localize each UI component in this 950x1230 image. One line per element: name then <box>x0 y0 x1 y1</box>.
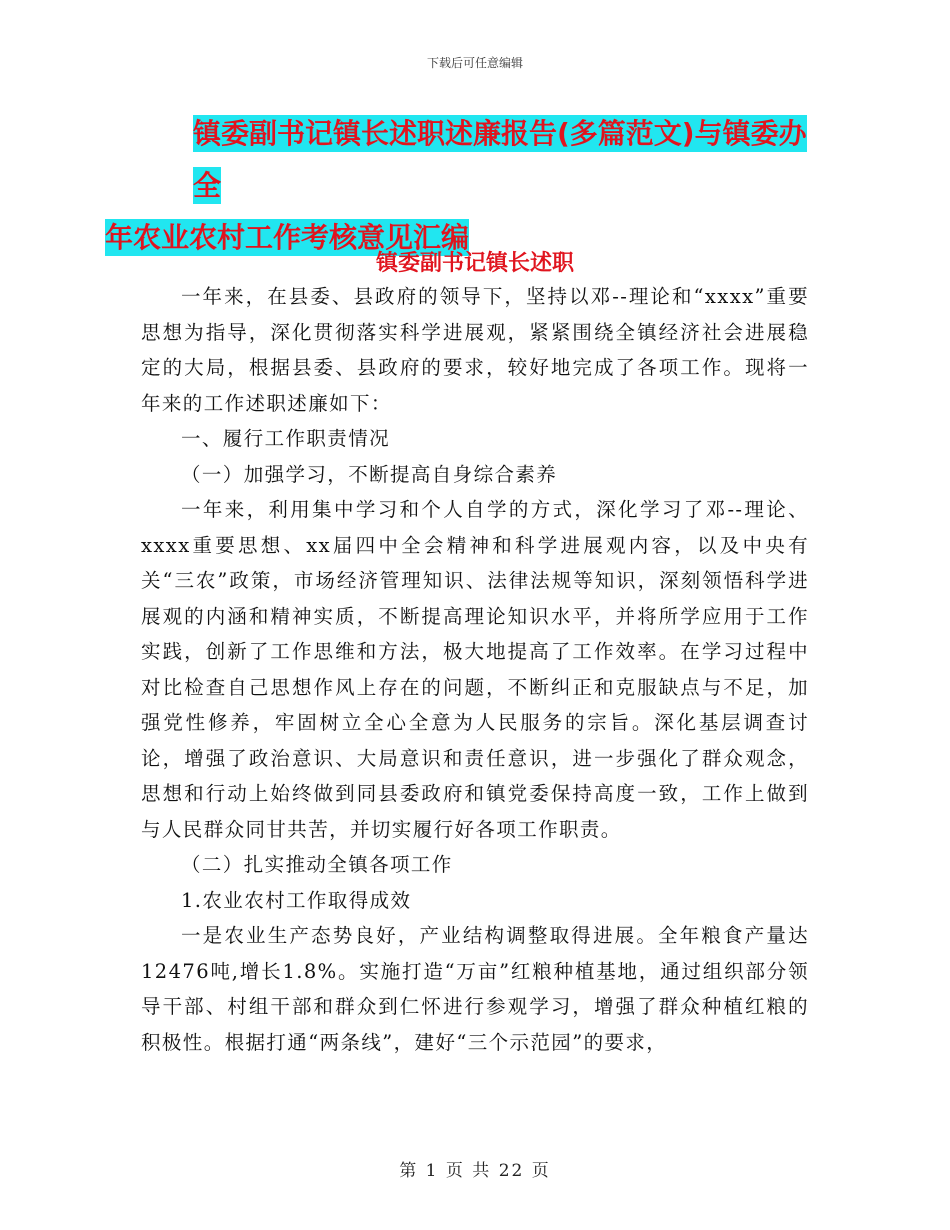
paragraph-study: 一年来，利用集中学习和个人自学的方式，深化学习了邓--理论、xxxx重要思想、xx届四中全会精神和科学进展观内容，以及中央有关“三农”政策，市场经济管理知识、法律法规等知识，深刻领悟科学进展观的内涵和精神实质，不断提高理论知识水平，并将所学应用于工作实践，创新了工作思维和方法，极大地提高了工作效率。在学习过程中对比检查自己思想作风上存在的问题，不断纠正和克服缺点与不足，加强党性修养，牢固树立全心全意为人民服务的宗旨。深化基层调查讨论，增强了政治意识、大局意识和责任意识，进一步强化了群众观念，思想和行动上始终做到同县委政府和镇党委保持高度一致，工作上做到与人民群众同甘共苦，并切实履行好各项工作职责。 <box>141 498 809 841</box>
subheading-work: （二）扎实推动全镇各项工作 <box>181 853 453 876</box>
heading-duties: 一、履行工作职责情况 <box>181 427 391 450</box>
document-body <box>141 279 809 1060</box>
title-line-2: 年农业农村工作考核意见汇编 <box>105 221 470 254</box>
section-heading: 镇委副书记镇长述职 <box>375 251 574 276</box>
page-footer: 第 1 页 共 22 页 <box>399 1161 551 1181</box>
paragraph-intro: 一年来，在县委、县政府的领导下，坚持以邓--理论和“xxxx”重要思想为指导，深化贯彻落实科学进展观，紧紧围绕全镇经济社会进展稳定的大局，根据县委、县政府的要求，较好地完成了各项工作。现将一年来的工作述职述廉如下： <box>141 285 809 415</box>
subheading-study: （一）加强学习，不断提高自身综合素养 <box>181 462 558 486</box>
heading-agriculture: 1.农业农村工作取得成效 <box>181 888 412 912</box>
paragraph-agriculture: 一是农业生产态势良好，产业结构调整取得进展。全年粮食产量达12476吨,增长1.8%。实施打造“万亩”红粮种植基地，通过组织部分领导干部、村组干部和群众到仁怀进行参观学习，增强了群众种植红粮的积极性。根据打通“两条线”，建好“三个示范园”的要求， <box>141 924 809 1054</box>
title-line-1: 镇委副书记镇长述职述廉报告(多篇范文)与镇委办全 <box>193 117 807 202</box>
header-note: 下载后可任意编辑 <box>426 56 523 70</box>
document-title <box>105 108 813 264</box>
